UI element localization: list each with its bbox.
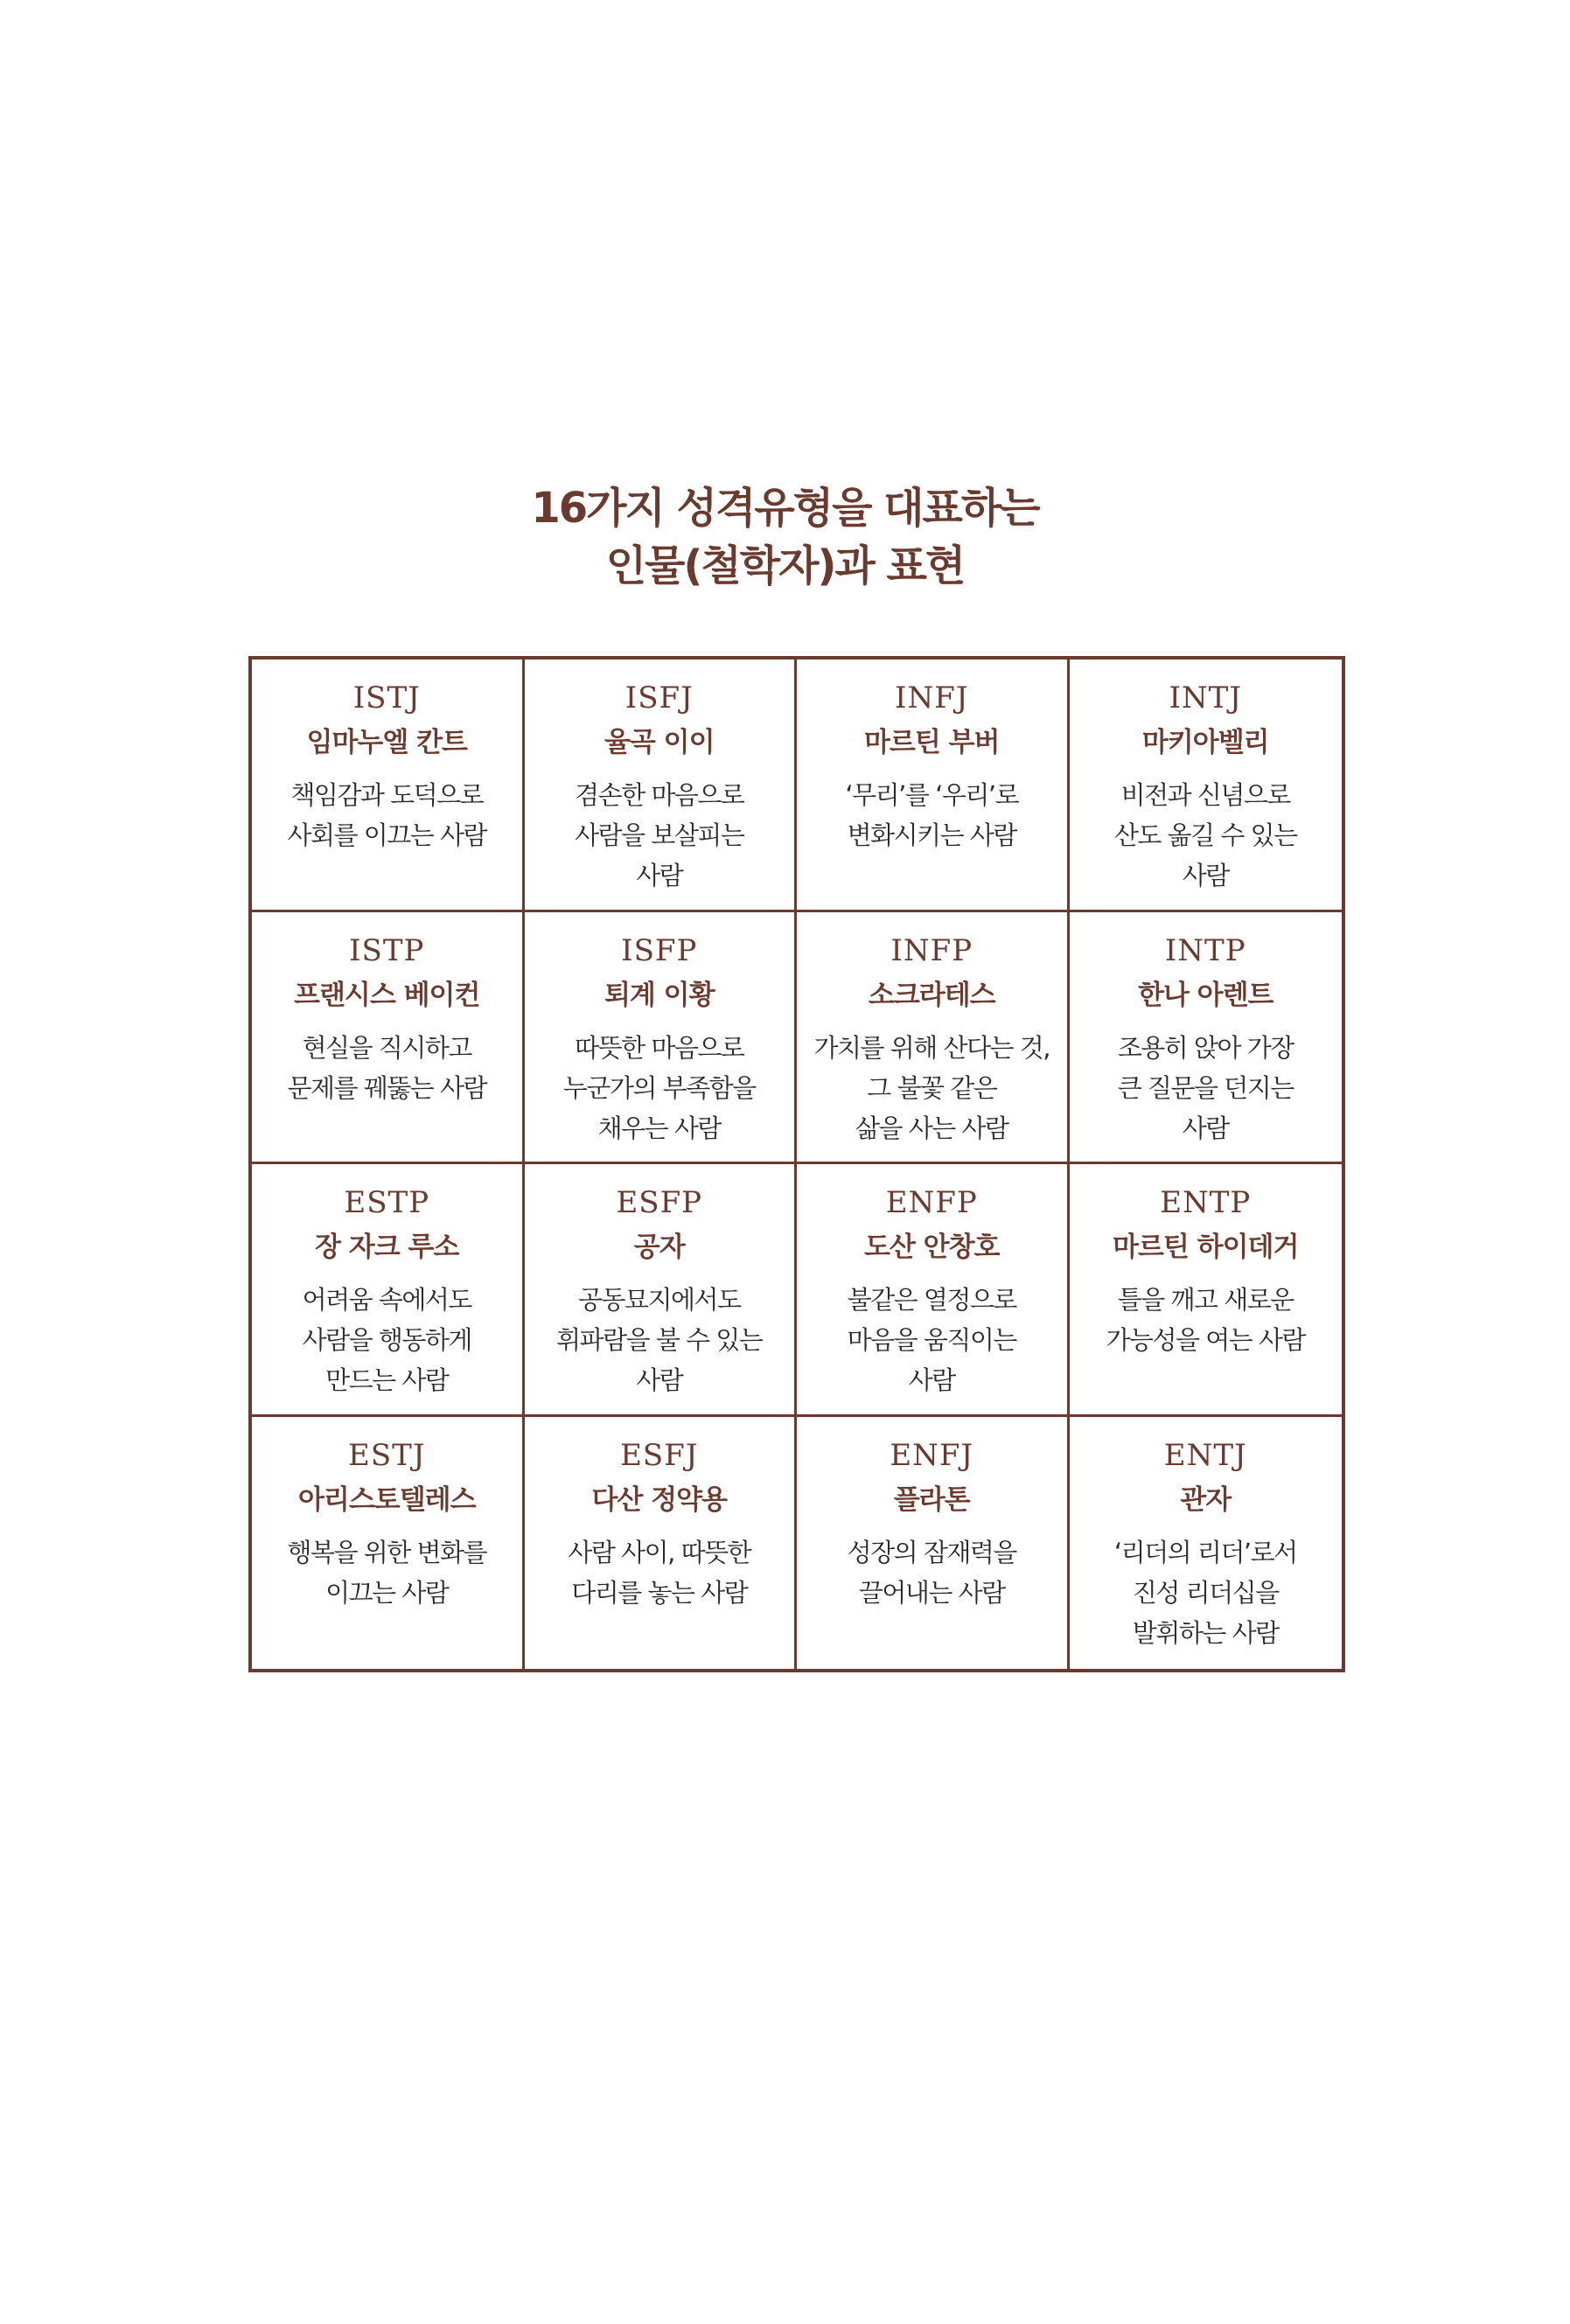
description	[1070, 775, 1343, 896]
description-line: 겸손한 마음으로	[575, 780, 744, 810]
description-line: 만드는 사람	[325, 1365, 449, 1395]
description	[797, 1532, 1067, 1613]
philosopher-name: 마르틴 하이데거	[1113, 1232, 1299, 1263]
table-cell-entj	[1070, 1417, 1343, 1670]
mbti-type-label: ENFP	[885, 1185, 978, 1220]
description-line: 비전과 신념으로	[1120, 780, 1290, 810]
mbti-type-label: ENFJ	[890, 1437, 974, 1473]
philosopher-name: 플라톤	[893, 1483, 970, 1516]
description	[525, 1028, 795, 1148]
description-line: 현실을 직시하고	[302, 1032, 471, 1063]
philosopher-name: 마키아벨리	[1141, 727, 1269, 758]
table-cell-intj	[1070, 660, 1343, 912]
description-line: 책임감과 도덕으로	[290, 780, 484, 810]
philosopher-name: 소크라테스	[868, 979, 995, 1011]
mbti-type-label: ENTP	[1160, 1185, 1252, 1220]
description-line: 채우는 사람	[597, 1113, 721, 1143]
description-line: 틀을 깨고 새로운	[1117, 1285, 1294, 1315]
table-cell-infp	[797, 912, 1070, 1165]
description-line: 끌어내는 사람	[858, 1577, 1005, 1608]
mbti-type-label: ISFP	[621, 932, 698, 968]
description	[252, 775, 522, 855]
philosopher-name: 임마누엘 칸트	[306, 727, 467, 758]
table-cell-isfj	[525, 660, 798, 912]
description	[797, 1280, 1067, 1400]
page-title	[0, 479, 1570, 595]
table-cell-intp	[1070, 912, 1343, 1165]
description-line: 사람을 행동하게	[302, 1325, 471, 1355]
description	[525, 1280, 795, 1400]
description-line: 가능성을 여는 사람	[1106, 1325, 1306, 1355]
mbti-type-label: INFP	[890, 932, 973, 968]
description-line: 사람 사이, 따뜻한	[568, 1537, 751, 1567]
table-cell-enfp	[797, 1164, 1070, 1417]
description-line: 사회를 이끄는 사람	[287, 820, 487, 850]
description-line: 어려움 속에서도	[302, 1285, 471, 1315]
description-line: 조용히 앉아 가장	[1117, 1032, 1294, 1063]
description-line: 행복을 위한 변화를	[287, 1537, 487, 1567]
mbti-type-label: ISTJ	[352, 680, 421, 715]
mbti-type-label: ESTP	[344, 1185, 430, 1220]
table-cell-isfp	[525, 912, 798, 1165]
philosopher-name: 도산 안창호	[863, 1232, 1000, 1263]
mbti-type-label: ENTJ	[1163, 1437, 1247, 1473]
description-line: 진성 리더십을	[1132, 1577, 1279, 1608]
description	[1070, 1532, 1343, 1653]
description	[525, 1532, 795, 1613]
philosopher-name: 공자	[633, 1232, 685, 1263]
description-line: 발휘하는 사람	[1132, 1617, 1279, 1648]
description-line: 문제를 꿰뚫는 사람	[287, 1072, 487, 1103]
description-line: 불같은 열정으로	[847, 1285, 1016, 1315]
description-line: 이끄는 사람	[325, 1577, 449, 1608]
description	[252, 1532, 522, 1613]
description-line: 사람	[636, 861, 683, 890]
description	[525, 775, 795, 896]
description-line: ‘리더의 리더’로서	[1113, 1537, 1297, 1567]
mbti-type-label: INFJ	[895, 680, 969, 715]
page-title-line-1: 16가지 성격유형을 대표하는	[531, 484, 1039, 533]
mbti-type-label: ESFP	[616, 1185, 703, 1220]
philosopher-name: 관자	[1180, 1483, 1232, 1516]
philosopher-name: 퇴계 이황	[604, 979, 715, 1011]
philosopher-name: 마르틴 부버	[863, 727, 1000, 758]
description-line: 따뜻한 마음으로	[575, 1032, 744, 1063]
description-line: 성장의 잠재력을	[847, 1537, 1016, 1567]
description	[252, 1028, 522, 1108]
description	[252, 1280, 522, 1400]
description-line: 휘파람을 불 수 있는	[556, 1325, 763, 1355]
description-line: 가치를 위해 산다는 것,	[813, 1032, 1050, 1063]
description-line: 변화시키는 사람	[847, 820, 1016, 850]
table-cell-istj	[252, 660, 525, 912]
table-cell-enfj	[797, 1417, 1070, 1670]
description-line: 큰 질문을 던지는	[1117, 1072, 1294, 1103]
description-line: 마음을 움직이는	[847, 1325, 1016, 1355]
mbti-type-label: INTJ	[1169, 680, 1242, 715]
description-line: ‘무리’를 ‘우리’로	[845, 780, 1019, 810]
description-line: 사람	[1182, 1113, 1229, 1143]
mbti-type-label: ESTJ	[348, 1437, 426, 1473]
description-line: 그 불꽃 같은	[867, 1072, 997, 1103]
page-title-line-2: 인물(철학자)과 표현	[605, 541, 965, 590]
mbti-table	[248, 656, 1345, 1672]
table-cell-esfj	[525, 1417, 798, 1670]
mbti-type-label: ESFJ	[620, 1437, 699, 1473]
table-cell-estj	[252, 1417, 525, 1670]
description	[797, 1028, 1067, 1148]
description-line: 사람	[1182, 861, 1229, 890]
philosopher-name: 장 자크 루소	[315, 1232, 459, 1263]
description-line: 산도 옮길 수 있는	[1113, 820, 1297, 850]
table-cell-esfp	[525, 1164, 798, 1417]
description-line: 사람을 보살피는	[575, 820, 744, 850]
description-line: 다리를 놓는 사람	[571, 1577, 748, 1608]
mbti-type-label: ISTP	[349, 932, 425, 968]
philosopher-name: 율곡 이이	[604, 727, 715, 758]
philosopher-name: 다산 정약용	[591, 1483, 728, 1516]
mbti-type-label: ISFJ	[625, 680, 694, 715]
description-line: 사람	[636, 1365, 683, 1395]
philosopher-name: 프랜시스 베이컨	[294, 979, 480, 1011]
description-line: 사람	[908, 1365, 955, 1395]
description-line: 누군가의 부족함을	[562, 1072, 756, 1103]
philosopher-name: 한나 아렌트	[1137, 979, 1273, 1011]
philosopher-name: 아리스토텔레스	[297, 1483, 476, 1516]
description	[797, 775, 1067, 855]
description-line: 공동묘지에서도	[577, 1285, 741, 1315]
description-line: 삶을 사는 사람	[855, 1113, 1008, 1143]
mbti-type-label: INTP	[1164, 932, 1246, 968]
description	[1070, 1028, 1343, 1148]
table-cell-estp	[252, 1164, 525, 1417]
table-cell-istp	[252, 912, 525, 1165]
table-cell-infj	[797, 660, 1070, 912]
description	[1070, 1280, 1343, 1360]
table-cell-entp	[1070, 1164, 1343, 1417]
